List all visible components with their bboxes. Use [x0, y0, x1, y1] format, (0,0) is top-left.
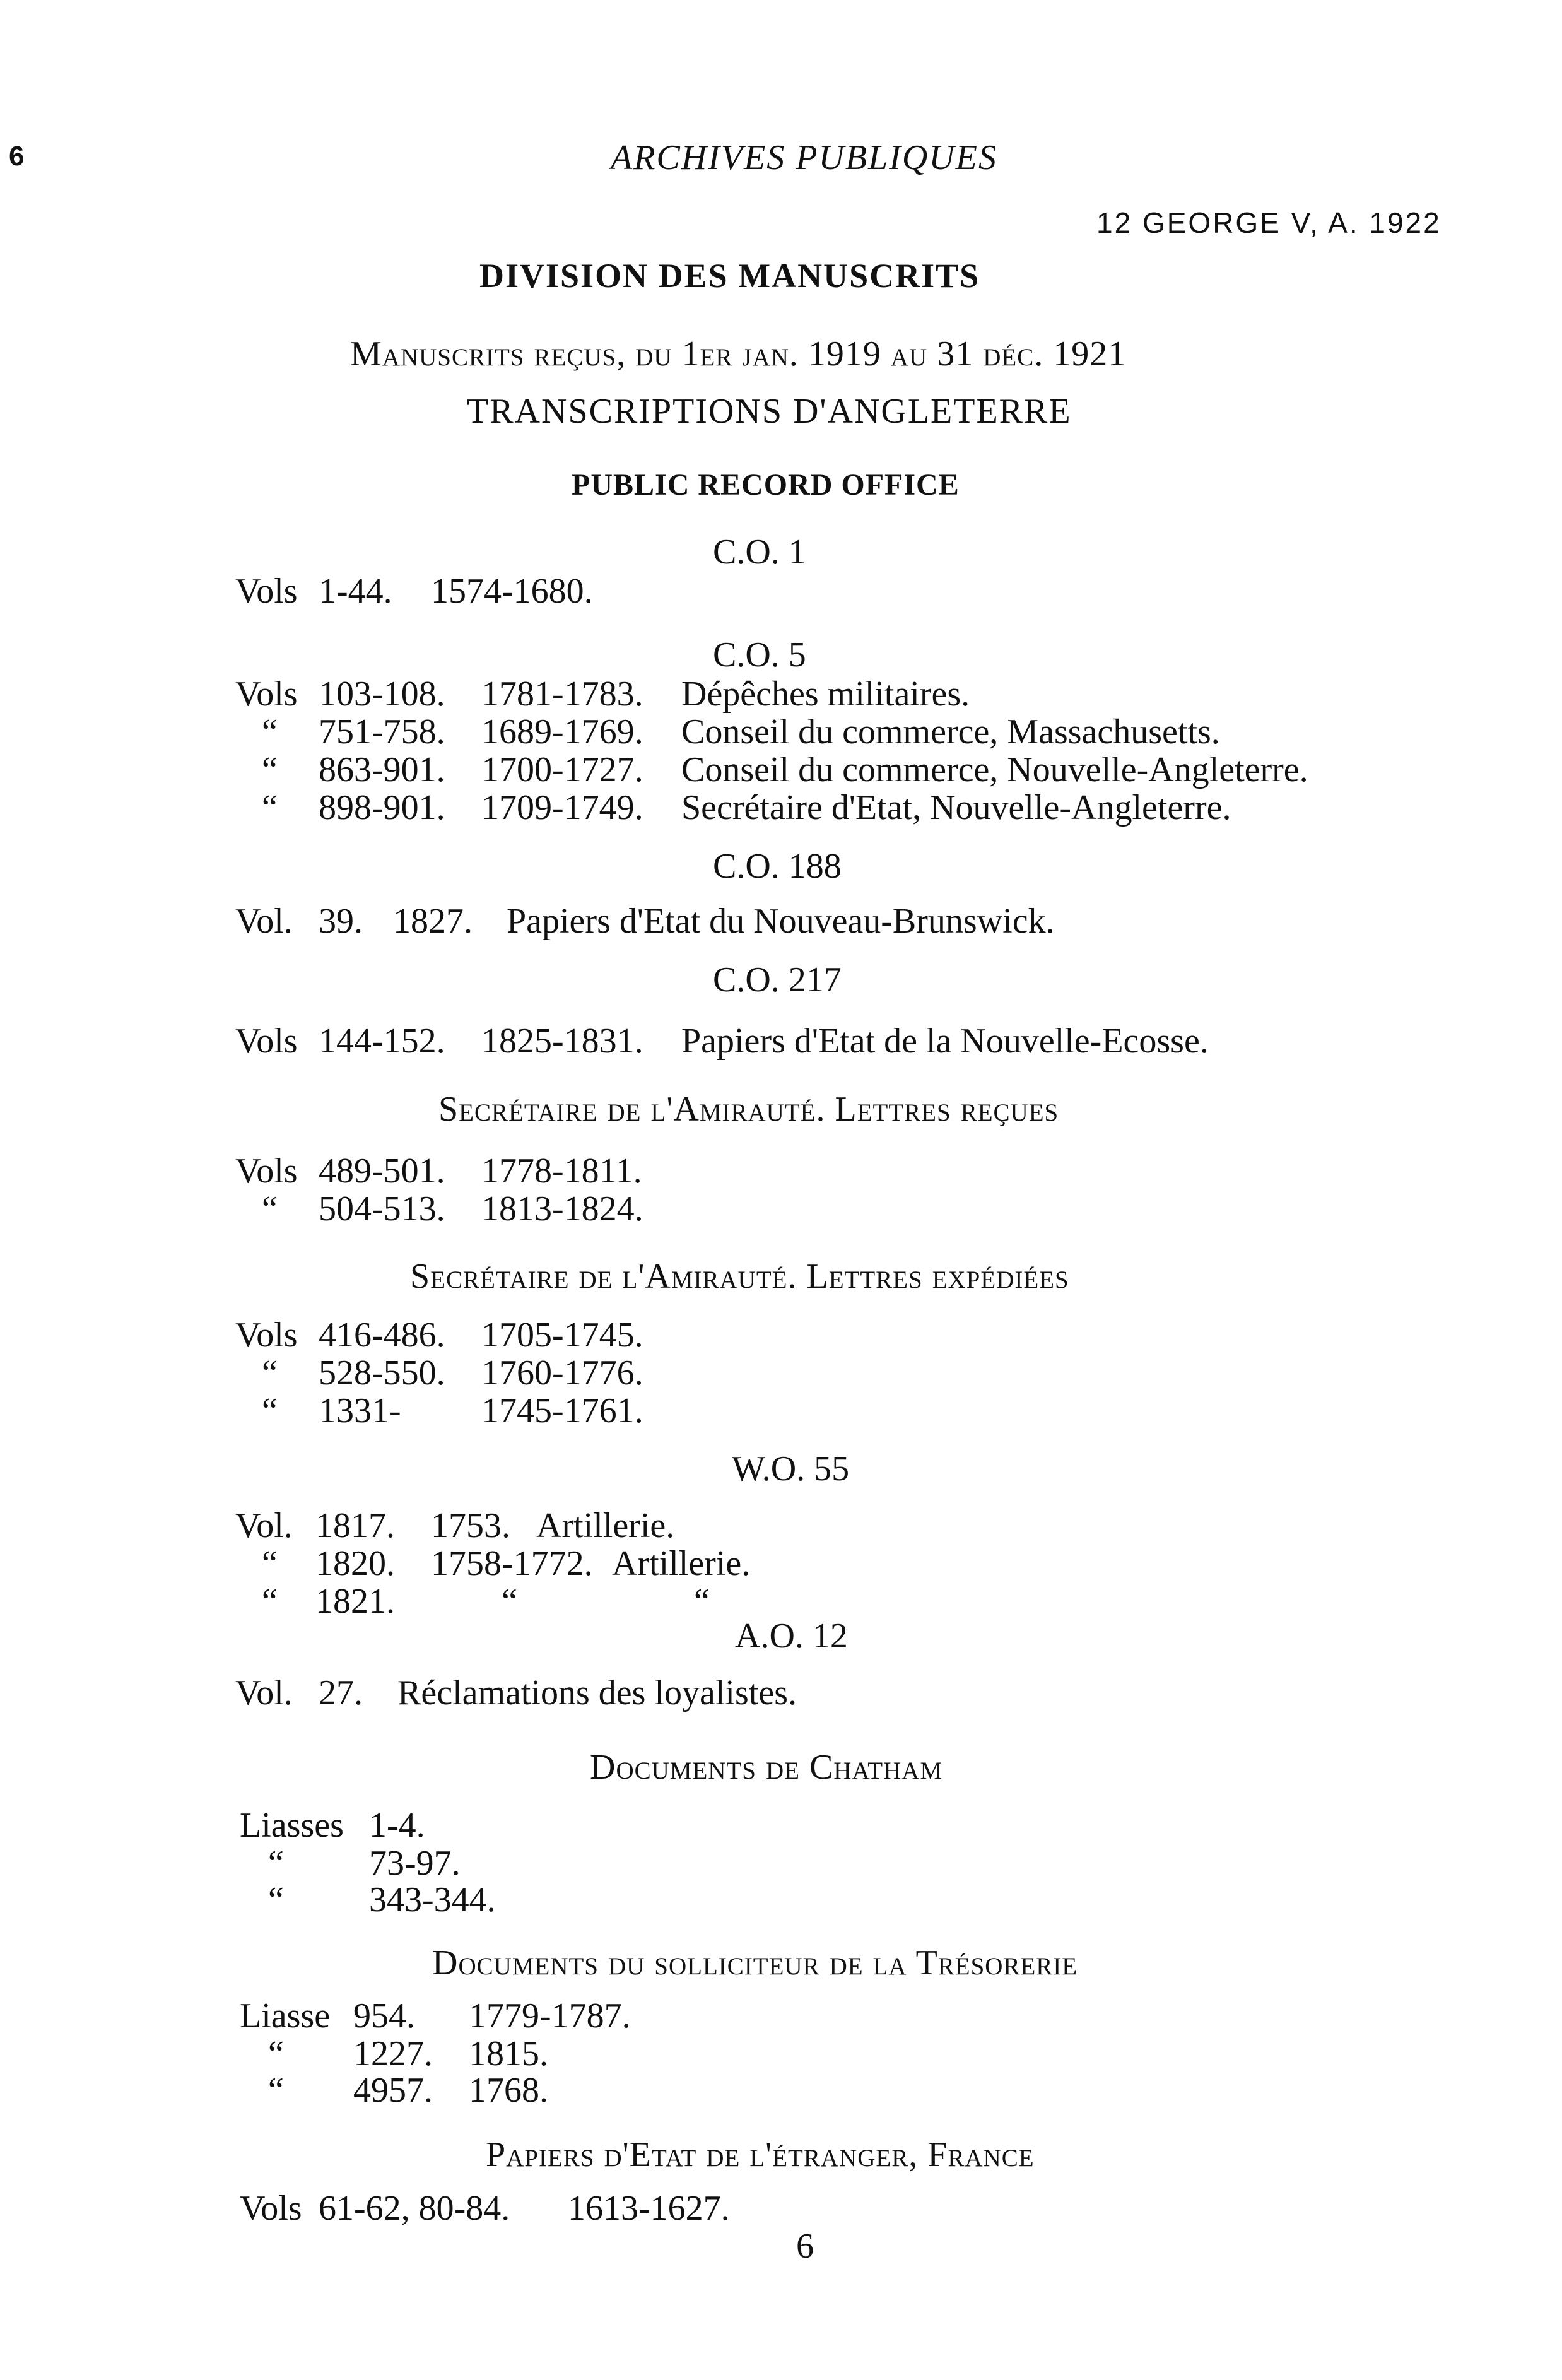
co188-desc: Papiers d'Etat du Nouveau-Brunswick. — [507, 902, 1055, 941]
co5-row-years: 1781-1783. — [481, 675, 643, 714]
co188-label: Vol. — [235, 902, 293, 941]
wo55-label: Vol. — [235, 1506, 293, 1545]
treasury-value: 954. — [353, 1996, 415, 2035]
co5-row-vols: 751-758. — [319, 712, 445, 751]
co217-heading: C.O. 217 — [713, 960, 842, 999]
treasury-label: “ — [268, 2034, 284, 2073]
wo55-label: “ — [262, 1582, 278, 1621]
treasury-heading: Documents du solliciteur de la Trésorerie — [432, 1943, 1078, 1982]
france-years: 1613-1627. — [568, 2189, 730, 2228]
treasury-years: 1815. — [469, 2034, 548, 2073]
admiralty-received-vols: 504-513. — [319, 1189, 445, 1228]
wo55-vols: 1820. — [315, 1544, 395, 1583]
france-heading: Papiers d'Etat de l'étranger, France — [486, 2135, 1035, 2174]
admiralty-received-heading: Secrétaire de l'Amirauté. Lettres reçues — [438, 1090, 1059, 1129]
co5-row-desc: Dépêches militaires. — [681, 675, 970, 714]
ao12-heading: A.O. 12 — [735, 1617, 848, 1656]
admiralty-received-label: “ — [262, 1189, 278, 1228]
co5-row-years: 1689-1769. — [481, 712, 643, 751]
co5-row-label: Vols — [235, 675, 298, 714]
ao12-vols: 27. — [319, 1673, 363, 1712]
co188-years: 1827. — [393, 902, 473, 941]
admiralty-received-years: 1778-1811. — [481, 1152, 642, 1191]
admiralty-sent-vols: 528-550. — [319, 1353, 445, 1393]
co5-row-desc: Conseil du commerce, Nouvelle-Angleterre. — [681, 750, 1308, 789]
co217-desc: Papiers d'Etat de la Nouvelle-Ecosse. — [681, 1022, 1209, 1061]
treasury-label: Liasse — [240, 1996, 331, 2035]
division-title: DIVISION DES MANUSCRITS — [479, 257, 980, 295]
treasury-years: 1779-1787. — [469, 1996, 631, 2035]
ao12-label: Vol. — [235, 1673, 293, 1712]
chatham-label: Liasses — [240, 1806, 344, 1845]
co5-row-label: “ — [262, 750, 278, 789]
co5-row-desc: Conseil du commerce, Massachusetts. — [681, 712, 1220, 751]
co5-row-years: 1700-1727. — [481, 750, 643, 789]
admiralty-received-label: Vols — [235, 1152, 298, 1191]
page-number-bottom: 6 — [796, 2227, 814, 2266]
admiralty-sent-years: 1760-1776. — [481, 1353, 643, 1393]
admiralty-sent-years: 1745-1761. — [481, 1391, 643, 1430]
wo55-years: “ — [502, 1582, 517, 1621]
wo55-years: 1753. — [431, 1506, 510, 1545]
admiralty-sent-heading: Secrétaire de l'Amirauté. Lettres expédiées — [410, 1257, 1069, 1296]
co5-heading: C.O. 5 — [713, 635, 806, 675]
treasury-label: “ — [268, 2071, 284, 2110]
admiralty-sent-years: 1705-1745. — [481, 1316, 643, 1355]
co217-vols: 144-152. — [319, 1022, 445, 1061]
admiralty-sent-label: Vols — [235, 1316, 298, 1355]
co5-row-desc: Secrétaire d'Etat, Nouvelle-Angleterre. — [681, 788, 1231, 827]
wo55-vols: 1821. — [315, 1582, 395, 1621]
admiralty-sent-vols: 1331- — [319, 1391, 401, 1430]
chatham-label: “ — [268, 1844, 284, 1883]
ao12-desc: Réclamations des loyalistes. — [397, 1673, 797, 1712]
wo55-vols: 1817. — [315, 1506, 395, 1545]
chatham-label: “ — [268, 1880, 284, 1919]
co1-years: 1574-1680. — [431, 572, 593, 611]
treasury-value: 1227. — [353, 2034, 433, 2073]
admiralty-sent-label: “ — [262, 1391, 278, 1430]
co188-heading: C.O. 188 — [713, 847, 842, 886]
admiralty-sent-label: “ — [262, 1353, 278, 1393]
co5-row-vols: 103-108. — [319, 675, 445, 714]
wo55-heading: W.O. 55 — [732, 1449, 850, 1488]
wo55-years: 1758-1772. — [431, 1544, 593, 1583]
co1-heading: C.O. 1 — [713, 533, 806, 572]
wo55-desc: “ — [694, 1582, 710, 1621]
received-line: Manuscrits reçus, du 1er jan. 1919 au 31 déc. 1921 — [350, 334, 1127, 374]
admiralty-sent-vols: 416-486. — [319, 1316, 445, 1355]
france-label: Vols — [240, 2189, 302, 2228]
chatham-value: 73-97. — [369, 1844, 461, 1883]
co1-label: Vols — [235, 572, 298, 611]
chatham-value: 1-4. — [369, 1806, 425, 1845]
co5-row-years: 1709-1749. — [481, 788, 643, 827]
co1-vols: 1-44. — [319, 572, 392, 611]
co188-vols: 39. — [319, 902, 363, 941]
chatham-heading: Documents de Chatham — [590, 1748, 943, 1787]
wo55-desc: Artillerie. — [612, 1544, 751, 1583]
france-vols: 61-62, 80-84. — [319, 2189, 510, 2228]
treasury-years: 1768. — [469, 2071, 548, 2110]
co5-row-label: “ — [262, 788, 278, 827]
session-line: 12 GEORGE V, A. 1922 — [1096, 206, 1442, 239]
co5-row-vols: 863-901. — [319, 750, 445, 789]
co5-row-label: “ — [262, 712, 278, 751]
page-number-top: 6 — [9, 141, 25, 172]
admiralty-received-years: 1813-1824. — [481, 1189, 643, 1228]
public-record-office-heading: PUBLIC RECORD OFFICE — [572, 468, 960, 502]
co217-years: 1825-1831. — [481, 1022, 643, 1061]
co5-row-vols: 898-901. — [319, 788, 445, 827]
treasury-value: 4957. — [353, 2071, 433, 2110]
wo55-desc: Artillerie. — [536, 1506, 675, 1545]
wo55-label: “ — [262, 1544, 278, 1583]
admiralty-received-vols: 489-501. — [319, 1152, 445, 1191]
chatham-value: 343-344. — [369, 1880, 496, 1919]
running-title: ARCHIVES PUBLIQUES — [611, 138, 998, 177]
co217-label: Vols — [235, 1022, 298, 1061]
transcriptions-title: TRANSCRIPTIONS D'ANGLETERRE — [467, 392, 1072, 431]
